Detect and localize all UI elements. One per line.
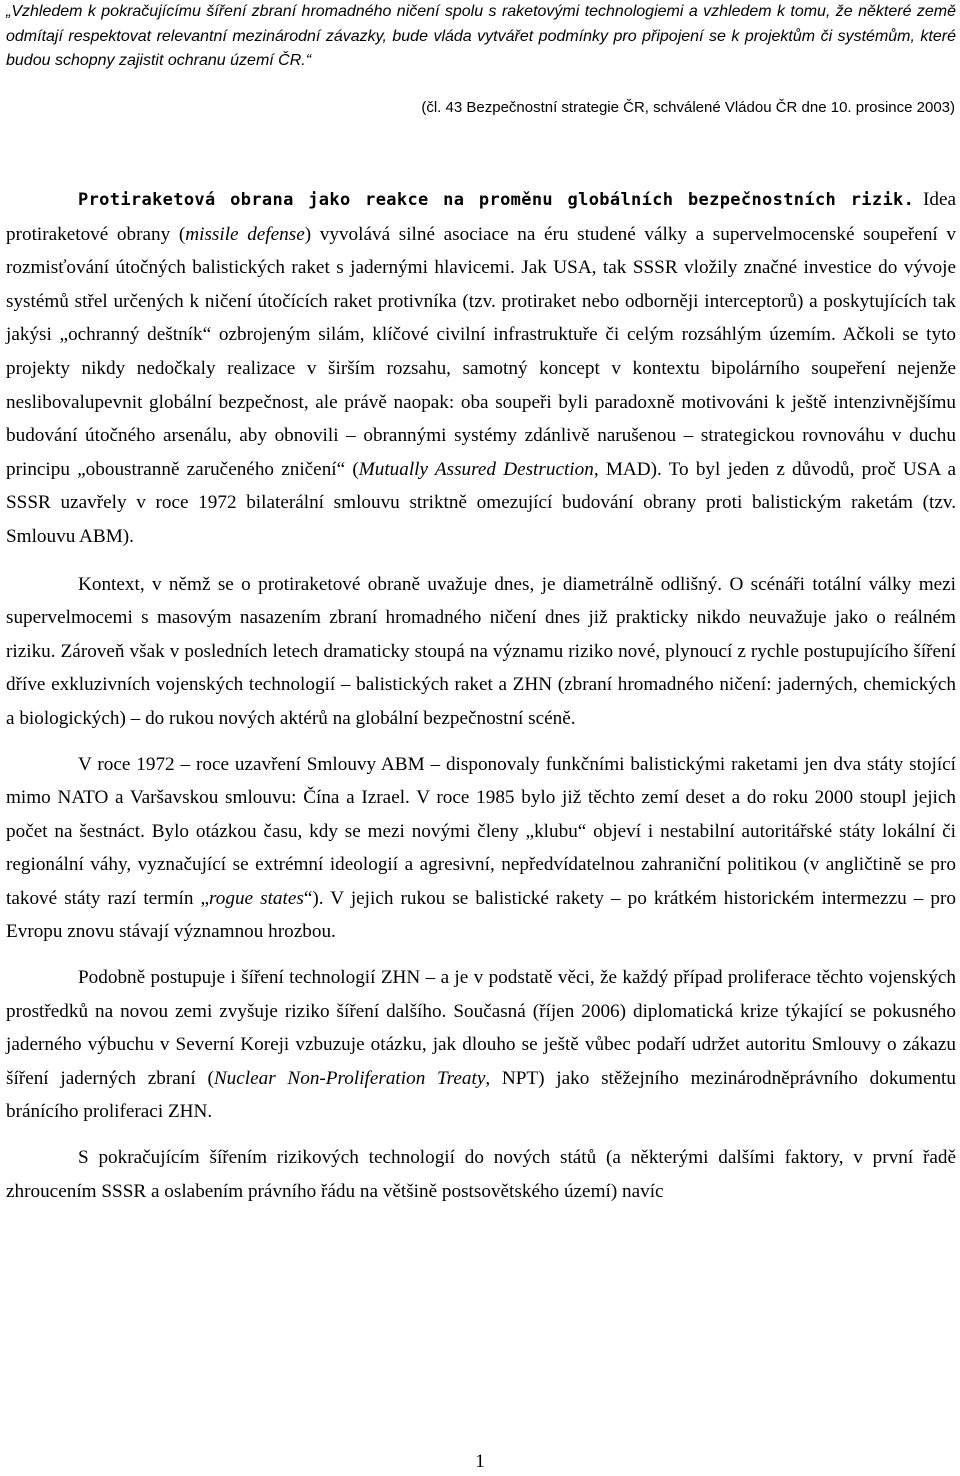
paragraph-2: Kontext, v němž se o protiraketové obraně uvažuje dnes, je diametrálně odlišný. O scénáři totální války mezi supervelmocemi s masovým nasazením zbraní hromadného ničení dnes již prakticky nikdo neuvažuje jako o reálném riziku. Zároveň však v posledních letech dramaticky stoupá na významu riziko nové, plynoucí z rychle postupujícího šíření dříve exkluzivních vojenských technologií – balistických raket a ZHN (zbraní hromadného ničení: jaderných, chemických a biologických) – do rukou nových aktérů na globální bezpečnostní scéně. <box>6 573 956 729</box>
p1-text-d: Jak USA, tak SSSR vložily značné investice do vývoje systémů střel určených k ničení útočících raket protivníka (tzv. protiraket nebo odborněji interceptorů) a poskytujících tak jakýsi „ochranný deštník“ ozbrojeným silám, klíčové civilní infrastruktuře či celým rozsáhlým územím. <box>6 257 956 346</box>
p3-text-a: V roce 1972 – roce uzavření Smlouvy ABM – disponovaly funkčními balistickými raketami jen dva státy stojící mimo NATO a Varšavskou smlouvu: Čína a Izrael. V roce 1985 bylo již těchto zemí deset a do roku 2000 stoupl jejich počet na šestnáct. Bylo otázkou času, kdy se mezi novými členy „klubu“ objeví i nestabilní autoritářské státy lokální či regionální váhy, vyznačující se extrémní ideologií a agresivní, nepředvídatelnou zahraniční politikou (v angličtině se pro takové státy razí termín „ <box>6 753 956 909</box>
paragraph-1 <box>6 183 956 554</box>
p1-text-g: , MAD). To byl jeden z důvodů, proč USA a SSSR uzavřely v roce 1972 bilaterální smlouvu striktně omezující budování obrany proti balistickým raketám (tzv. Smlouvu ABM). <box>6 458 956 547</box>
p3-text-c: “). V jejich rukou se balistické rakety – po krátkém historickém intermezzu – pro Evropu znovu stávají významnou hrozbou. <box>6 887 956 943</box>
p4-text-a: Podobně postupuje i šíření technologií ZHN – a je v podstatě věci, že každý případ proliferace těchto vojenských prostředků na novou zemi zvyšuje riziko šíření dalšího. Současná (říjen 2006) diplomatická krize týkající se pokusného jaderného výbuchu v Severní Koreji vzbuzuje otázku, jak dlouho se ještě vůbec podaří udržet autoritu Smlouvy o zákazu šíření jaderných zbraní ( <box>6 967 956 1089</box>
epigraph-source: (čl. 43 Bezpečnostní strategie ČR, schválené Vládou ČR dne 10. prosince 2003) <box>421 99 955 116</box>
section-heading: Protiraketová obrana jako reakce na proměnu globálních bezpečnostních rizik. <box>78 190 915 210</box>
document-body <box>6 183 956 1208</box>
p4-term-npt: Nuclear Non-Proliferation Treaty <box>213 1067 486 1089</box>
paragraph-3 <box>6 748 956 950</box>
p1-text-c: ) vyvolává silné asociace na éru studené války a supervelmocenské soupeření v rozmisťování útočných balistických raket s jadernými hlavicemi. <box>6 223 956 279</box>
p4-text-c: , NPT) jako stěžejního mezinárodněprávního dokumentu bránícího proliferaci ZHN. <box>6 1067 956 1123</box>
p3-term-rogue-states: rogue states <box>209 887 304 909</box>
p1-text-e: Ačkoli se tyto projekty nikdy nedočkaly realizace v širším rozsahu, samotný koncept v kontextu bipolárního soupeření nejenže neslibovalupevnit globální bezpečnost, ale právě naopak: oba soupeři byli paradoxně motivováni k ještě intenzivnějšímu budování útočného arsenálu, aby obnovili – obrannými systémy zdánlivě narušenou – strategickou rovnováhu v duchu principu „oboustranně zaručeného zničení“ ( <box>6 324 956 480</box>
epigraph-quote-text: „Vzhledem k pokračujícímu šíření zbraní hromadného ničení spolu s raketovými technologiemi a vzhledem k tomu, že některé země odmítají respektovat relevantní mezinárodní závazky, bude vláda vytvářet podmínky pro připojení se k projektům či systémům, které budou schopny zajistit ochranu území ČR.“ <box>6 3 956 69</box>
p1-term-missile-defense: missile defense <box>185 223 305 245</box>
page-number: 1 <box>475 1451 485 1472</box>
paragraph-5: S pokračujícím šířením rizikových technologií do nových států (a některými dalšími faktory, v první řadě zhroucením SSSR a oslabením právního řádu na většině postsovětského území) navíc <box>6 1147 956 1202</box>
epigraph-quote <box>6 0 956 74</box>
p1-term-mad: Mutually Assured Destruction <box>358 458 594 480</box>
paragraph-4 <box>6 961 956 1129</box>
p1-text-a: Idea protiraketové obrany ( <box>6 189 956 245</box>
